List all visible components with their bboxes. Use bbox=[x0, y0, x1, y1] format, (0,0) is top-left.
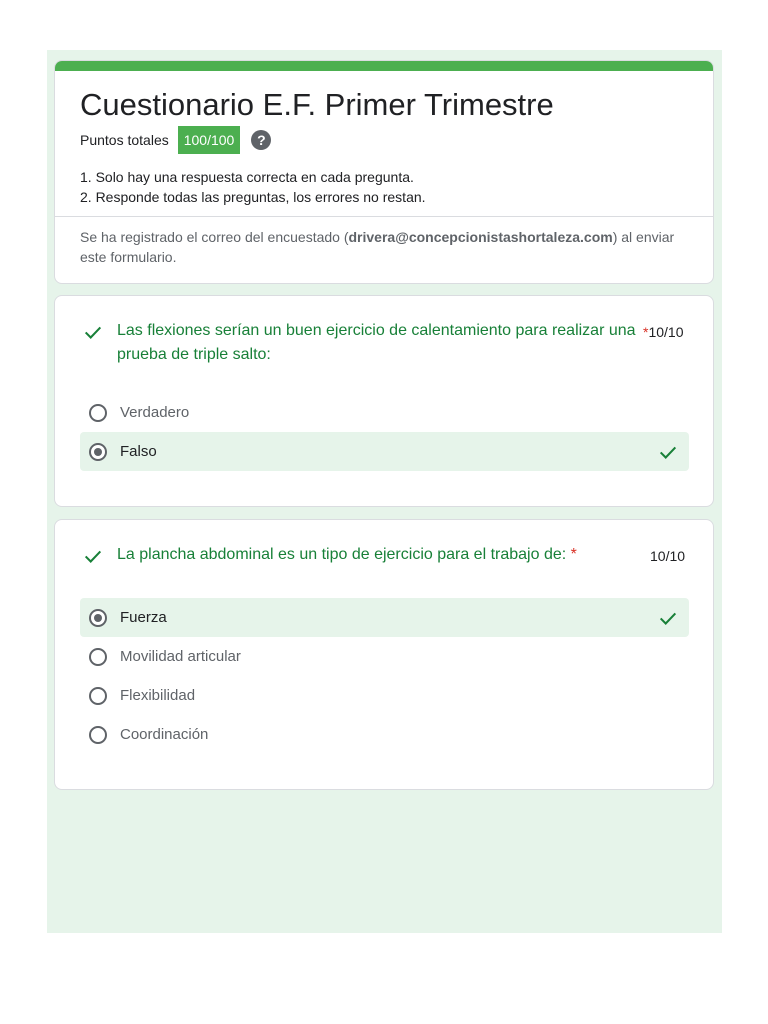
respondent-email: drivera@concepcionistashortaleza.com bbox=[348, 229, 613, 245]
option-movilidad-articular[interactable] bbox=[80, 637, 689, 676]
question-score bbox=[643, 324, 684, 340]
correct-answer-check-icon bbox=[657, 441, 679, 463]
radio-button-checked[interactable] bbox=[89, 609, 107, 627]
option-label: Flexibilidad bbox=[120, 687, 196, 704]
instruction-line: 2. Responde todas las preguntas, los errores no restan. bbox=[80, 189, 426, 205]
question-card-1 bbox=[54, 295, 714, 507]
header-divider bbox=[55, 216, 713, 217]
form-instructions bbox=[80, 167, 426, 207]
score-value: 10/10 bbox=[648, 324, 684, 340]
form-title: Cuestionario E.F. Primer Trimestre bbox=[80, 87, 554, 122]
correct-answer-check-icon bbox=[657, 607, 679, 629]
required-asterisk: * bbox=[643, 324, 649, 340]
question-title: La plancha abdominal es un tipo de ejercicio para el trabajo de: bbox=[117, 546, 567, 563]
instruction-line: 1. Solo hay una respuesta correcta en cada pregunta. bbox=[80, 169, 414, 185]
radio-button[interactable] bbox=[89, 404, 107, 422]
total-points-row bbox=[80, 126, 271, 154]
option-flexibilidad[interactable] bbox=[80, 676, 689, 715]
option-label: Verdadero bbox=[120, 404, 190, 421]
radio-button-checked[interactable] bbox=[89, 443, 107, 461]
option-label: Falso bbox=[120, 443, 157, 460]
question-text bbox=[117, 543, 637, 567]
correct-check-icon bbox=[82, 321, 104, 343]
correct-check-icon bbox=[82, 545, 104, 567]
option-label: Movilidad articular bbox=[120, 648, 241, 665]
option-label: Coordinación bbox=[120, 726, 209, 743]
option-falso[interactable] bbox=[80, 432, 689, 471]
option-label: Fuerza bbox=[120, 609, 167, 626]
email-recorded-note bbox=[80, 227, 680, 267]
total-points-label: Puntos totales bbox=[80, 132, 169, 148]
question-text bbox=[117, 319, 637, 367]
question-title: Las flexiones serían un buen ejercicio de calentamiento para realizar una prueba de triple salto: bbox=[117, 322, 636, 363]
total-points-badge: 100/100 bbox=[178, 126, 241, 154]
option-fuerza[interactable] bbox=[80, 598, 689, 637]
form-header-card bbox=[54, 60, 714, 284]
required-asterisk: * bbox=[570, 546, 577, 563]
radio-button[interactable] bbox=[89, 648, 107, 666]
radio-button[interactable] bbox=[89, 687, 107, 705]
email-note-suffix: ) al enviar este formulario. bbox=[80, 229, 675, 265]
help-icon[interactable]: ? bbox=[251, 130, 271, 150]
question-card-2 bbox=[54, 519, 714, 790]
option-verdadero[interactable] bbox=[80, 393, 689, 432]
option-coordinacion[interactable] bbox=[80, 715, 689, 754]
radio-button[interactable] bbox=[89, 726, 107, 744]
question-score: 10/10 bbox=[650, 548, 686, 564]
header-accent-bar bbox=[55, 61, 713, 71]
email-note-prefix: Se ha registrado el correo del encuestado ( bbox=[80, 229, 349, 245]
